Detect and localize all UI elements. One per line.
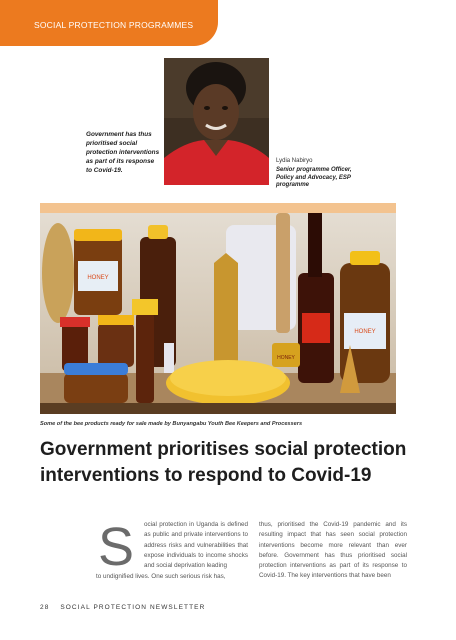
page-footer [40, 604, 205, 611]
drop-cap: S [98, 517, 135, 577]
portrait-name: Lydia Nabiryo [276, 158, 313, 164]
section-tab [0, 0, 218, 46]
photo-top-bar [40, 203, 396, 213]
section-title: SOCIAL PROTECTION PROGRAMMES [34, 20, 194, 30]
photo-caption: Some of the bee products ready for sale made by Bunyangabu Youth Bee Keepers and Processers [40, 421, 303, 427]
bee-products-photo [40, 213, 396, 414]
jar-label-1: HONEY [87, 275, 109, 281]
article-headline: Government prioritises social protection interventions to respond to Covid-19 [40, 439, 407, 486]
article-column-1-bottom: to undignified lives. One such serious risk has, [96, 573, 226, 580]
pull-quote: Government has thus prioritised social protection interventions as part of its response to Covid-19. [86, 131, 160, 174]
portrait-role: Senior programme Officer, Policy and Advocacy, ESP programme [276, 167, 352, 188]
article-column-2: thus, prioritised the Covid-19 pandemic and its resulting impact that has seen social protection interventions become more relevant than ever before. Government has thus prioritised social protection interventions as part of its response to Covid-19. The key interventions that have been [259, 521, 407, 580]
page-number: 28 [40, 604, 50, 611]
portrait-photo [164, 58, 269, 185]
jar-label-3: HONEY [277, 355, 295, 361]
jar-label-2: HONEY [354, 329, 376, 335]
publication-name: SOCIAL PROTECTION NEWSLETTER [60, 604, 206, 611]
article-column-1-top: ocial protection in Uganda is defined as public and private interventions to address risks and vulnerabilities that expose individuals to income shocks and social deprivation leading [144, 521, 248, 570]
